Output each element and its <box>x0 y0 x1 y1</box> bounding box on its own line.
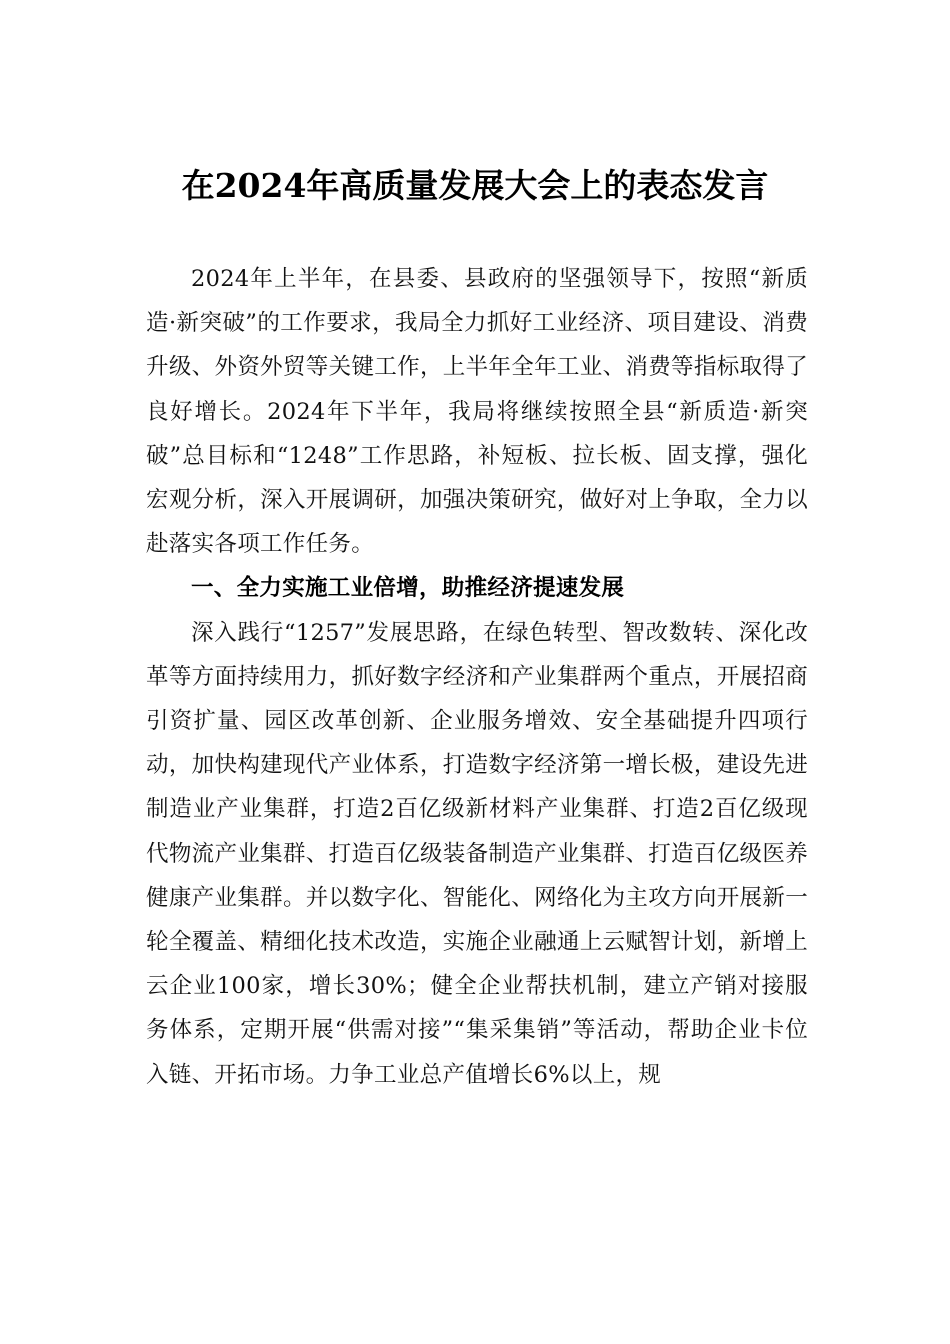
section-1-paragraph: 深入践行“1257”发展思路，在绿色转型、智改数转、深化改革等方面持续用力，抓好数字经济和产业集群两个重点，开展招商引资扩量、园区改革创新、企业服务增效、安全基础提升四项行动，加快构建现代产业体系，打造数字经济第一增长极，建设先进制造业产业集群，打造2百亿级新材料产业集群、打造2百亿级现代物流产业集群、打造百亿级装备制造产业集群、打造百亿级医养健康产业集群。并以数字化、智能化、网络化为主攻方向开展新一轮全覆盖、精细化技术改造，实施企业融通上云赋智计划，新增上云企业100家，增长30%；健全企业帮扶机制，建立产销对接服务体系，定期开展“供需对接”“集采集销”等活动，帮助企业卡位入链、开拓市场。力争工业总产值增长6%以上，规 <box>146 619 808 1088</box>
document-body <box>146 257 808 1097</box>
document-title: 在2024年高质量发展大会上的表态发言 <box>181 166 769 205</box>
section-1-heading: 一、全力实施工业倍增，助推经济提速发展 <box>191 575 625 602</box>
intro-paragraph: 2024年上半年，在县委、县政府的坚强领导下，按照“新质造·新突破”的工作要求，我局全力抓好工业经济、项目建设、消费升级、外资外贸等关键工作，上半年全年工业、消费等指标取得了良好增长。2024年下半年，我局将继续按照全县“新质造·新突破”总目标和“1248”工作思路，补短板、拉长板、固支撑，强化宏观分析，深入开展调研，加强决策研究，做好对上争取，全力以赴落实各项工作任务。 <box>146 266 808 558</box>
